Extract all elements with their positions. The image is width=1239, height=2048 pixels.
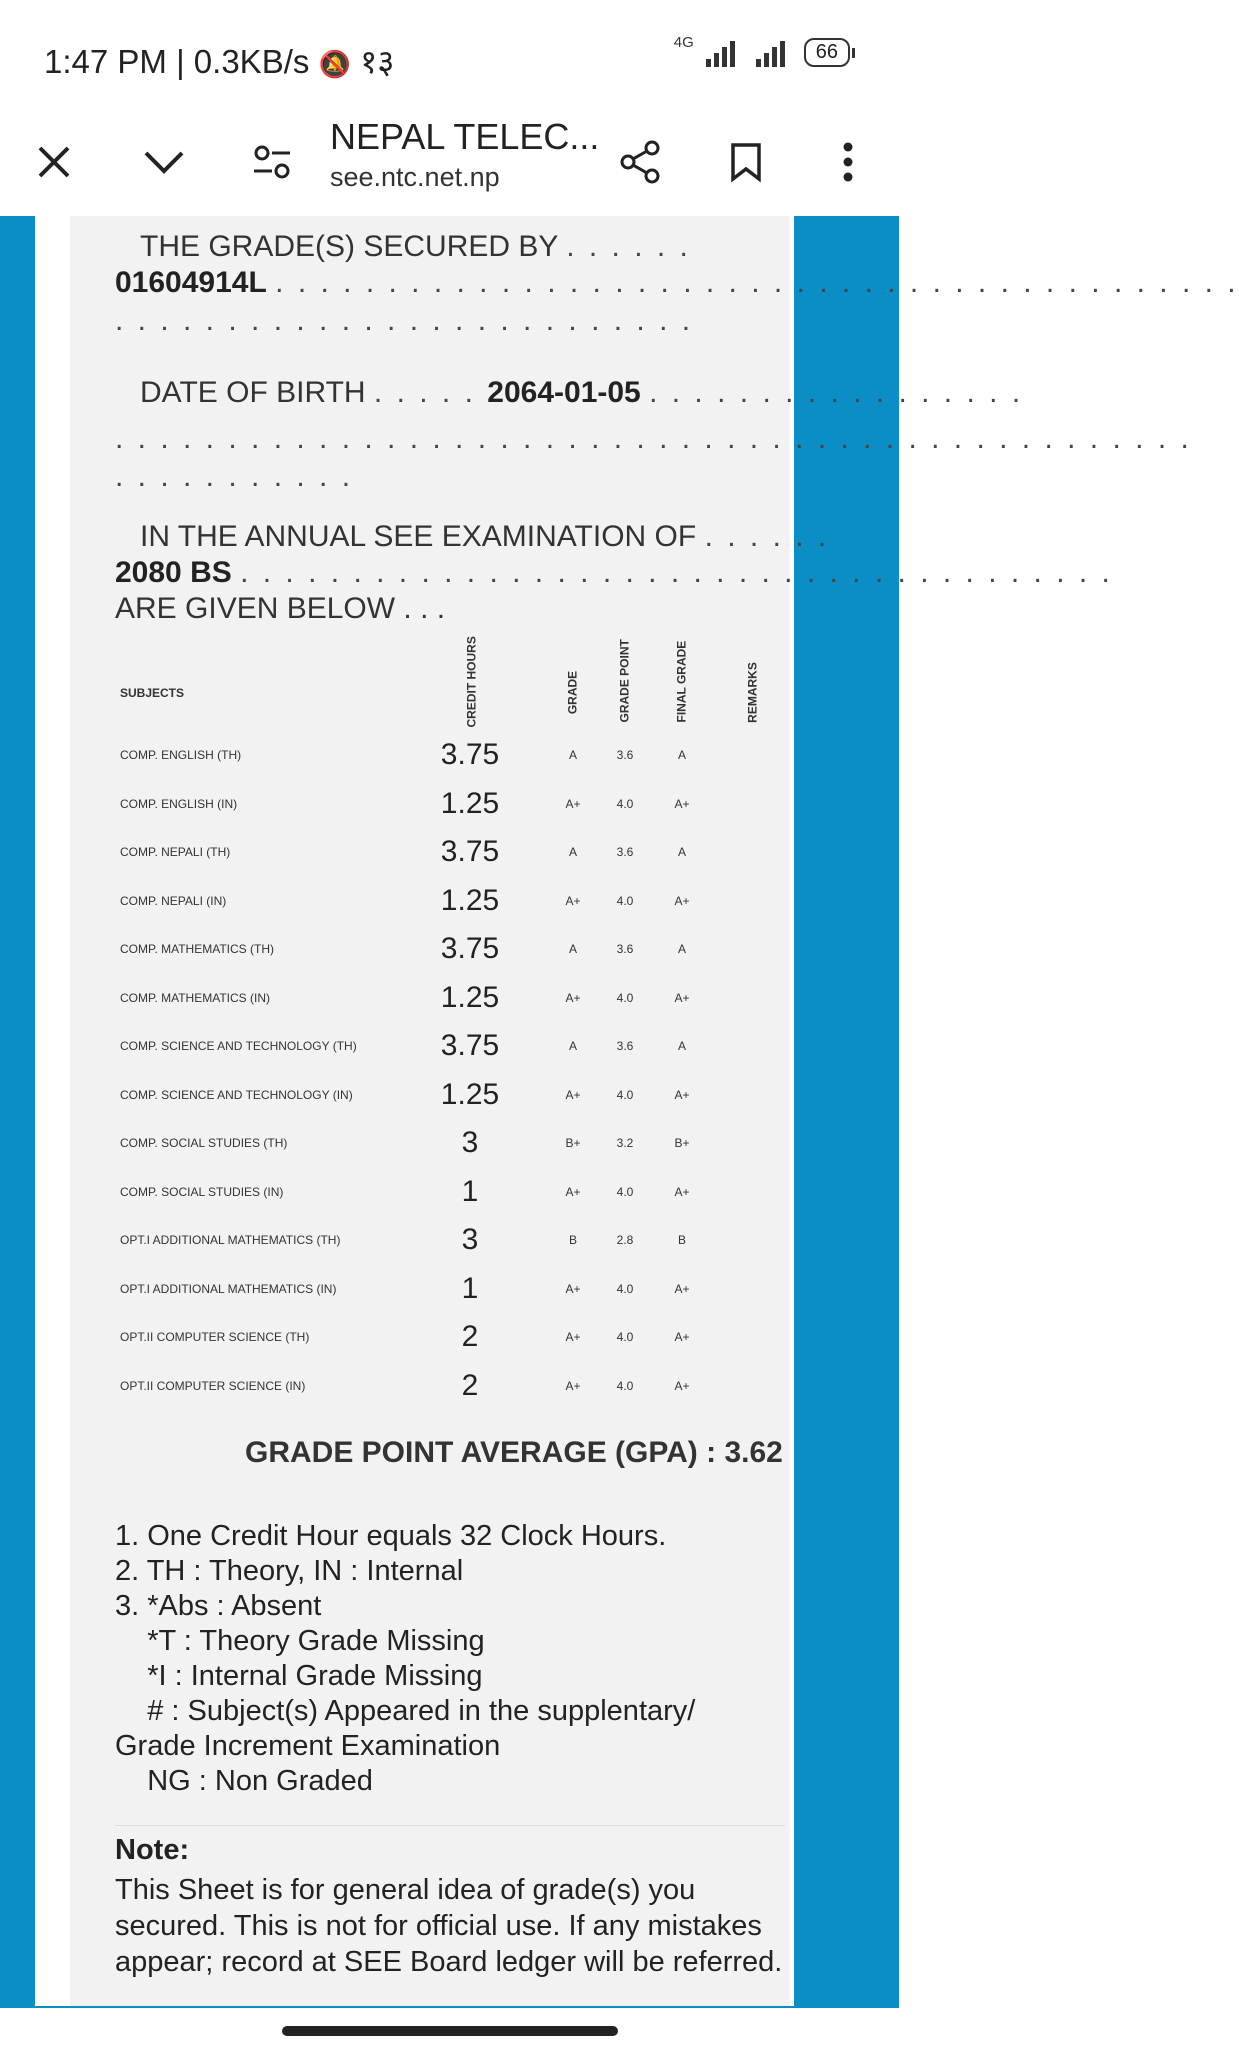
note-line-7: Grade Increment Examination: [115, 1730, 501, 1762]
subject-cell: COMP. ENGLISH (IN): [120, 796, 238, 811]
dots: . . . . . . . . . . . . . . . . . . . . . . . . . . . . . . . . . . . . . . . . . . .: [275, 266, 1239, 299]
grade-cell: A: [568, 942, 577, 956]
subject-cell: COMP. MATHEMATICS (TH): [120, 942, 274, 956]
final-grade-cell: A+: [674, 1330, 690, 1344]
dots: . . . . . .: [704, 520, 830, 553]
web-content: [0, 216, 1239, 2008]
grade-point-cell: 4.0: [616, 990, 634, 1005]
table-row: [70, 1265, 790, 1313]
final-grade-cell: A: [677, 748, 686, 762]
given-below-line: [115, 592, 825, 626]
browser-toolbar: [0, 110, 899, 217]
subject-cell: COMP. NEPALI (IN): [120, 893, 227, 908]
result-card: [70, 216, 1239, 2006]
share-icon: [618, 140, 662, 184]
header-credit-hours: CREDIT HOURS: [464, 636, 479, 728]
grade-cell: A+: [565, 1087, 581, 1102]
grade-cell: A+: [565, 1281, 581, 1296]
signal-icon-2: [754, 39, 794, 67]
grade-point-cell: 3.6: [616, 1039, 634, 1053]
grade-cell: A+: [565, 796, 581, 811]
credit-hours-cell: 2: [461, 1320, 479, 1353]
grade-point-cell: 3.2: [616, 1136, 634, 1150]
final-grade-cell: A: [677, 942, 686, 956]
credit-hours-cell: 1: [461, 1174, 479, 1208]
signal-icon: [704, 39, 744, 67]
grade-point-cell: 3.6: [616, 845, 634, 859]
subject-cell: COMP. SCIENCE AND TECHNOLOGY (TH): [120, 1039, 357, 1053]
status-bar: [0, 0, 899, 110]
grade-cell: B+: [565, 1136, 581, 1150]
credit-hours-cell: 3: [461, 1223, 479, 1256]
grade-cell: A: [568, 748, 577, 762]
table-row: [70, 1216, 790, 1264]
close-icon: [36, 144, 72, 180]
grade-point-cell: 4.0: [616, 1184, 634, 1199]
dots-line: [115, 422, 1192, 456]
final-grade-cell: A+: [674, 1184, 690, 1199]
final-grade-cell: A+: [674, 990, 690, 1005]
final-grade-cell: A+: [674, 796, 690, 811]
credit-hours-cell: 2: [461, 1368, 479, 1402]
battery-icon: 66: [804, 38, 850, 67]
table-row: [70, 877, 790, 925]
final-grade-cell: B: [677, 1233, 686, 1247]
dob-value: 2064-01-05: [487, 376, 641, 409]
final-grade-cell: A+: [674, 1378, 690, 1393]
note-line-5: *I : Internal Grade Missing: [115, 1660, 483, 1692]
grade-cell: A+: [565, 1330, 581, 1344]
chevron-down-icon: [142, 147, 186, 177]
dots: . . . . . . . . . . . . . . . . . . . . . . . . . . . . . . . . . . . . . . .: [240, 556, 1113, 589]
status-icons: [673, 34, 855, 67]
result-sheet: [35, 216, 1239, 2006]
page-title: NEPAL TELEC...: [330, 116, 600, 157]
dots: . . . . . . . . . . .: [115, 460, 354, 493]
grade-cell: A+: [565, 1378, 581, 1393]
note-line-2: 2. TH : Theory, IN : Internal: [115, 1555, 464, 1587]
table-row: [70, 1168, 790, 1216]
table-row: [70, 1119, 790, 1167]
site-settings-button[interactable]: [242, 132, 302, 192]
credit-hours-cell: 3.75: [440, 835, 500, 868]
dots: . . . . . . . . . . . . . . . . . . . . . . . . . . . . . . . . . . . . . . . . . . . . . . . .: [115, 422, 1192, 455]
table-row: [70, 925, 790, 973]
note-body: This Sheet is for general idea of grade(s) you secured. This is not for official use. If any mistakes appear; record at SEE Board ledger will be referred.: [115, 1874, 783, 1978]
symbol-line: [115, 266, 1239, 300]
table-row: [70, 974, 790, 1022]
grade-cell: A+: [565, 893, 581, 908]
subject-cell: COMP. NEPALI (TH): [120, 845, 231, 859]
final-grade-cell: B+: [674, 1136, 690, 1150]
grade-point-cell: 2.8: [616, 1233, 634, 1247]
symbol-number: 01604914L: [115, 266, 267, 299]
battery-tip: [852, 48, 855, 58]
final-grade-cell: A: [677, 1039, 686, 1053]
minimize-button[interactable]: [134, 132, 194, 192]
header-grade: GRADE: [565, 670, 580, 715]
credit-hours-cell: 3.75: [440, 1029, 500, 1062]
grade-point-cell: 4.0: [616, 796, 634, 811]
table-row: [70, 780, 790, 828]
note-title: Note:: [115, 1834, 190, 1866]
subject-cell: COMP. SOCIAL STUDIES (TH): [120, 1136, 288, 1150]
credit-hours-cell: 3.75: [440, 738, 500, 771]
dob-line: [140, 376, 1024, 410]
note-line-6: # : Subject(s) Appeared in the supplentary/: [115, 1695, 696, 1727]
subject-cell: COMP. SOCIAL STUDIES (IN): [120, 1184, 284, 1199]
exam-year: 2080 BS: [115, 556, 232, 589]
dots: . . . . . .: [566, 230, 691, 263]
grade-cell: A+: [565, 1184, 581, 1199]
subject-cell: OPT.I ADDITIONAL MATHEMATICS (TH): [120, 1233, 341, 1247]
bookmark-button[interactable]: [716, 132, 776, 192]
final-grade-cell: A+: [674, 1281, 690, 1296]
share-button[interactable]: [610, 132, 670, 192]
network-type: 4G: [673, 34, 694, 51]
table-row: [70, 1362, 790, 1410]
credit-hours-cell: 1: [461, 1271, 479, 1305]
subject-cell: OPT.II COMPUTER SCIENCE (TH): [120, 1330, 310, 1344]
gpa-summary: GRADE POINT AVERAGE (GPA) : 3.62: [245, 1436, 783, 1469]
grade-point-cell: 4.0: [616, 1087, 634, 1102]
table-row: [70, 1313, 790, 1361]
status-time: [44, 38, 394, 83]
grade-cell: B: [568, 1233, 577, 1247]
subject-cell: COMP. ENGLISH (TH): [120, 748, 242, 762]
secured-by-label: THE GRADE(S) SECURED BY: [140, 230, 558, 263]
header-grade-point: GRADE POINT: [617, 639, 632, 723]
subject-cell: OPT.II COMPUTER SCIENCE (IN): [120, 1378, 306, 1393]
tune-icon: [252, 144, 292, 180]
gesture-nav-bar[interactable]: [282, 2026, 618, 2036]
dob-label: DATE OF BIRTH: [140, 376, 366, 409]
close-button[interactable]: [24, 132, 84, 192]
table-row: [70, 1022, 790, 1070]
header-subjects: SUBJECTS: [120, 686, 185, 700]
credit-hours-cell: 1.25: [440, 786, 500, 820]
mute-icon: 🔕: [318, 49, 351, 79]
exam-year-line: [115, 556, 1113, 590]
final-grade-cell: A+: [674, 893, 690, 908]
grade-cell: A: [568, 1039, 577, 1053]
bookmark-icon: [730, 142, 762, 182]
status-time-text: 1:47 PM | 0.3KB/s: [44, 43, 310, 80]
page-url[interactable]: see.ntc.net.np: [330, 162, 500, 192]
grade-point-cell: 3.6: [616, 942, 634, 956]
secured-by-line: [140, 230, 850, 264]
subject-cell: COMP. SCIENCE AND TECHNOLOGY (IN): [120, 1087, 353, 1102]
divider: [115, 1825, 785, 1826]
subject-cell: COMP. MATHEMATICS (IN): [120, 990, 270, 1005]
header-remarks: REMARKS: [745, 662, 760, 723]
dots: . . . . . . . . . . . . . . . . .: [649, 376, 1024, 409]
more-options-button[interactable]: [818, 132, 878, 192]
more-vert-icon: [842, 142, 854, 182]
note-line-4: *T : Theory Grade Missing: [115, 1625, 485, 1657]
legend-notes: [115, 1519, 695, 1799]
table-row: [70, 1071, 790, 1119]
dots-line: [115, 460, 825, 494]
credit-hours-cell: 1.25: [440, 883, 500, 917]
credit-hours-cell: 3.75: [440, 932, 500, 965]
header-final-grade: FINAL GRADE: [674, 640, 689, 723]
dots: . . . . . . . . . . . . . . . . . . . . . . . . . .: [115, 304, 694, 337]
grade-point-cell: 4.0: [616, 893, 634, 908]
grade-cell: A+: [565, 990, 581, 1005]
grade-point-cell: 3.6: [616, 748, 634, 762]
credit-hours-cell: 3: [461, 1126, 479, 1159]
credit-hours-cell: 1.25: [440, 980, 500, 1014]
credit-hours-cell: 1.25: [440, 1077, 500, 1111]
exam-label: IN THE ANNUAL SEE EXAMINATION OF: [140, 520, 697, 553]
final-grade-cell: A: [677, 845, 686, 859]
note-line-1: 1. One Credit Hour equals 32 Clock Hours.: [115, 1520, 667, 1552]
grade-cell: A: [568, 845, 577, 859]
grade-point-cell: 4.0: [616, 1330, 634, 1344]
dots-line: [115, 304, 825, 338]
note-line-3: 3. *Abs : Absent: [115, 1590, 322, 1622]
given-below: ARE GIVEN BELOW . . .: [115, 592, 446, 625]
subject-cell: OPT.I ADDITIONAL MATHEMATICS (IN): [120, 1281, 337, 1296]
table-row: [70, 731, 790, 779]
exam-line: [140, 520, 850, 554]
grade-point-cell: 4.0: [616, 1281, 634, 1296]
note-line-8: NG : Non Graded: [115, 1765, 373, 1797]
final-grade-cell: A+: [674, 1087, 690, 1102]
status-extra: १३: [360, 43, 395, 80]
grade-point-cell: 4.0: [616, 1378, 634, 1393]
dots: . . . . .: [373, 376, 488, 409]
table-row: [70, 828, 790, 876]
